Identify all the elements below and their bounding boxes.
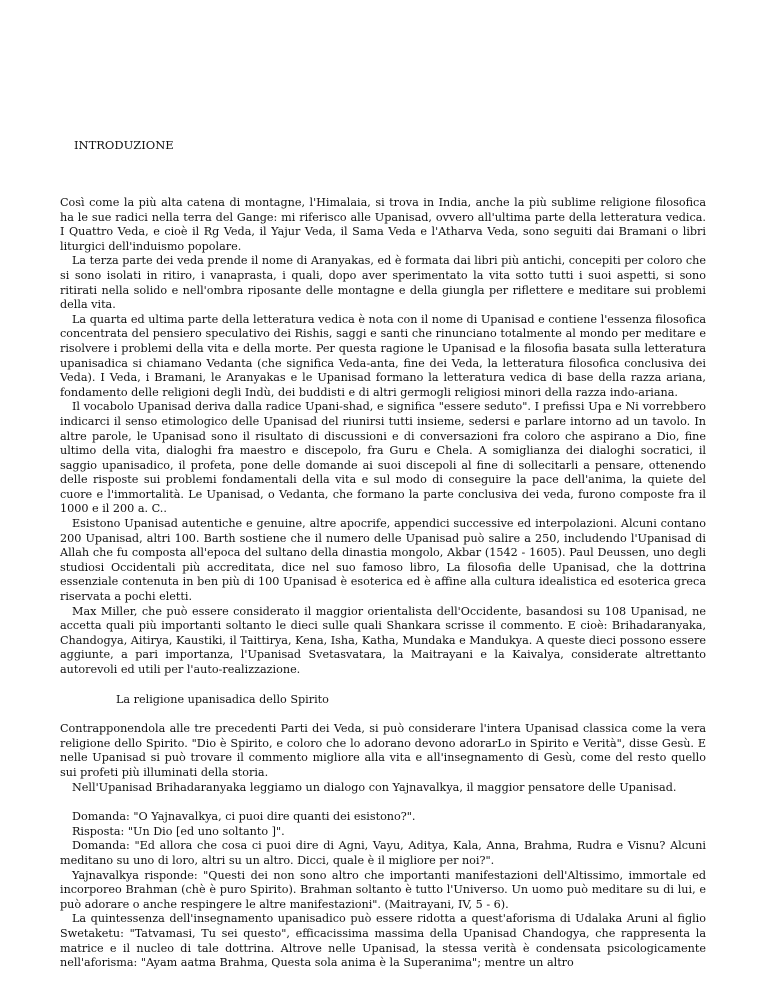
dialogue-line: Risposta: "Un Dio [ed uno soltanto ]". [72,824,285,838]
paragraph: La terza parte dei veda prende il nome di Aranyakas, ed è formata dai libri più antichi, concepiti per coloro che si sono isolati in ritiro, i vanaprasta, i quali, dopo aver sperimentato la vita sotto tutti i suoi aspetti, si sono ritirati nella solido e nell'ombra riposante delle montagne e della giungla per riflettere e meditare sui problemi della vita. [60,254,706,312]
dialogue-line: Domanda: "Ed allora che cosa ci puoi dire di Agni, Vayu, Aditya, Kala, Anna, Brahma, Rudra e Visnu? Alcuni meditano su uno di loro, altri su un altro. Dicci, quale è il migliore per noi?". [60,839,706,867]
paragraph: Contrapponendola alle tre precedenti Parti dei Veda, si può considerare l'intera Upanisad classica come la vera religione dello Spirito. "Dio è Spirito, e coloro che lo adorano devono adorarLo in Spirito e Verità", disse Gesù. E nelle Upanisad si può trovare il commento migliore alla vita e all'insegnamento di Gesù, come del resto quello sui profeti più illuminati della storia. [60,722,706,779]
spacer [60,707,706,722]
spacer [60,678,706,693]
paragraph: Nell'Upanisad Brihadaranyaka leggiamo un dialogo con Yajnavalkya, il maggior pensatore delle Upanisad. [72,780,677,794]
section-heading: La religione upanisadica dello Spirito [116,692,329,706]
dialogue-line: Domanda: "O Yajnavalkya, ci puoi dire quanti dei esistono?". [72,810,416,824]
document-body [60,196,706,971]
paragraph: Così come la più alta catena di montagne, l'Himalaia, si trova in India, anche la più sublime religione filosofica ha le sue radici nella terra del Gange: mi riferisco alle Upanisad, ovvero all'ultima parte della letteratura vedica. I Quattro Veda, e cioè il Rg Veda, il Yajur Veda, il Sama Veda e l'Atharva Veda, sono seguiti dai Bramani o libri liturgici dell'induismo popolare. [60,196,706,253]
paragraph: La quintessenza dell'insegnamento upanisadico può essere ridotta a quest'aforisma di Udalaka Aruni al figlio Swetaketu: "Tatvamasi, Tu sei questo", efficacissima massima della Upanisad Chandogya, che rappresenta la matrice e il nucleo di tale dottrina. Altrove nelle Upanisad, la stessa verità è condensata psicologicamente nell'aforisma: "Ayam aatma Brahma, Questa sola anima è la Superanima"; mentre un altro [60,912,706,970]
paragraph: Il vocabolo Upanisad deriva dalla radice Upani-shad, e significa "essere seduto". I prefissi Upa e Ni vorrebbero indicarci il senso etimologico delle Upanisad del riunirsi tutti insieme, sedersi e parlare intorno ad un tavolo. In altre parole, le Upanisad sono il risultato di discussioni e di conversazioni fra coloro che aspirano a Dio, fine ultimo della vita, dialoghi fra maestro e discepolo, fra Guru e Chela. A somiglianza dei dialoghi socratici, il saggio upanisadico, il profeta, pone delle domande ai suoi discepoli al fine di sollecitarli a pensare, ottenendo delle risposte sui problemi fondamentali della vita e sul modo di conseguire la pace dell'anima, la quiete del cuore e l'immortalità. Le Upanisad, o Vedanta, che formano la parte conclusiva dei veda, furono composte fra il 1000 e il 200 a. C.. [60,400,706,516]
spacer [60,795,706,810]
page-title: INTRODUZIONE [74,138,174,152]
paragraph: Max Miller, che può essere considerato il maggior orientalista dell'Occidente, basandosi su 108 Upanisad, ne accetta quali più importanti soltanto le dieci sulle quali Shankara scrisse il commento. E cioè: Brihadaranyaka, Chandogya, Aitirya, Kaustiki, il Taittirya, Kena, Isha, Katha, Mundaka e Mandukya. A queste dieci possono essere aggiunte, a pari importanza, l'Upanisad Svetasvatara, la Maitrayani e la Kaivalya, considerate altrettanto autorevoli ed utili per l'auto-realizzazione. [60,604,706,676]
paragraph: Esistono Upanisad autentiche e genuine, altre apocrife, appendici successive ed interpolazioni. Alcuni contano 200 Upanisad, altri 100. Barth sostiene che il numero delle Upanisad può salire a 250, includendo l'Upanisad di Allah che fu composta all'epoca del sultano della dinastia mongolo, Akbar (1542 - 1605). Paul Deussen, uno degli studiosi Occidentali più accreditata, dice nel suo famoso libro, La filosofia delle Upanisad, che la dottrina essenziale contenuta in ben più di 100 Upanisad è esoterica ed è affine alla cultura idealistica ed esoterica greca riservata a pochi eletti. [60,517,706,604]
dialogue-line: Yajnavalkya risponde: "Questi dei non sono altro che importanti manifestazioni dell'Altissimo, immortale ed incorporeo Brahman (chè è puro Spirito). Brahman soltanto è tutto l'Universo. Un uomo può meditare su di lui, e può adorare o anche respingere le altre manifestazioni". (Maitrayani, IV, 5 - 6). [60,868,706,911]
paragraph: La quarta ed ultima parte della letteratura vedica è nota con il nome di Upanisad e contiene l'essenza filosofica concentrata del pensiero speculativo dei Rishis, saggi e santi che rinunciano totalmente al mondo per meditare e risolvere i problemi della vita e della morte. Per questa ragione le Upanisad e la filosofia basata sulla letteratura upanisadica si chiamano Vedanta (che significa Veda-anta, fine dei Veda, la letteratura filosofica conclusiva dei Veda). I Veda, i Bramani, le Aranyakas e le Upanisad formano la letteratura vedica di base della razza ariana, fondamento delle religioni degli Indù, dei buddisti e di altri germogli religiosi minori della razza indo-ariana. [60,312,706,399]
